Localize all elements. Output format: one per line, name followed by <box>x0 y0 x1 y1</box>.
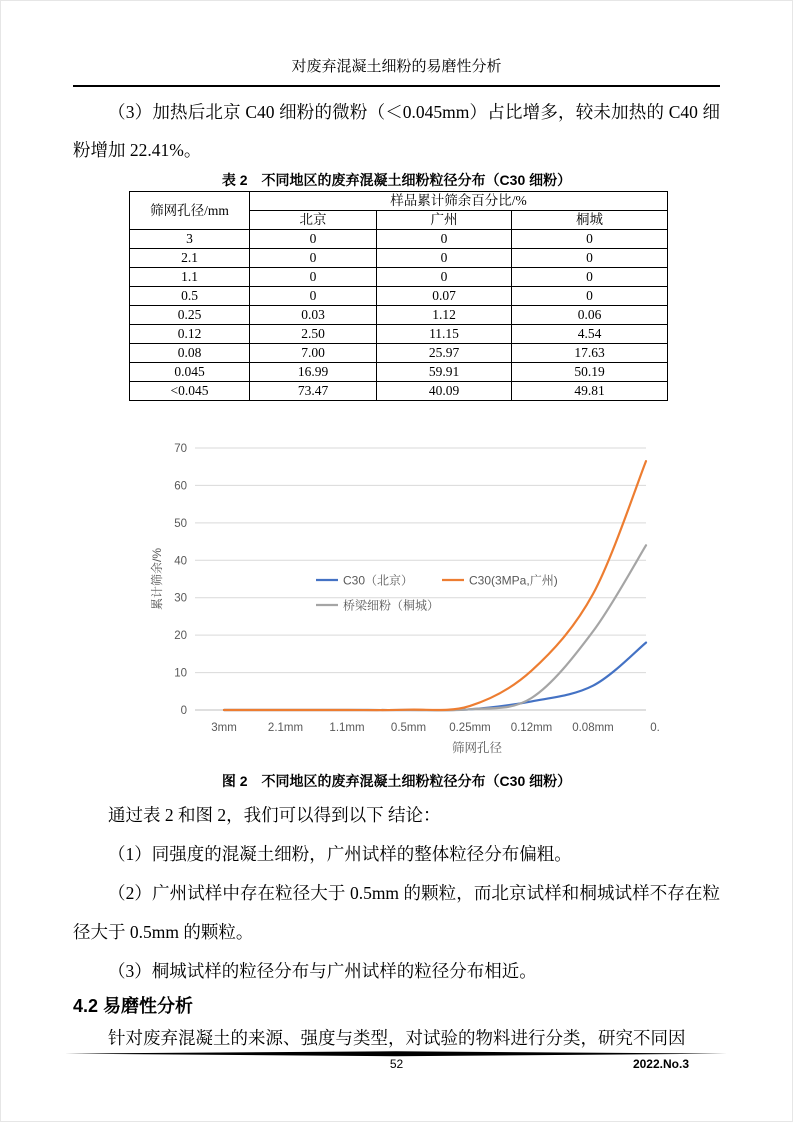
table-subheader-guangzhou: 广州 <box>377 211 512 230</box>
table-cell: 1.1 <box>130 268 250 287</box>
table-row <box>130 363 668 382</box>
table-row <box>130 306 668 325</box>
x-tick-label: 0.12mm <box>510 722 553 734</box>
table-row <box>130 382 668 401</box>
table-cell: 0 <box>512 230 668 249</box>
figure-caption: 图 2 不同地区的废弃混凝土细粉粒径分布（C30 细粉） <box>221 773 572 789</box>
paragraph-grindability-intro: 针对废弃混凝土的来源、强度与类型，对试验的物料进行分类，研究不同因 <box>108 1028 686 1048</box>
table-cell: 0.08 <box>130 344 250 363</box>
table-cell: 1.12 <box>377 306 512 325</box>
table-cell: 25.97 <box>377 344 512 363</box>
table-cell: 73.47 <box>250 382 377 401</box>
table-cell: 50.19 <box>512 363 668 382</box>
page-number: 52 <box>389 1057 404 1071</box>
table-header-span: 样品累计筛余百分比/% <box>250 192 668 211</box>
y-tick-label: 10 <box>174 667 187 680</box>
section-heading-4-2: 4.2 易磨性分析 <box>73 996 194 1016</box>
table-subheader-tongcheng: 桐城 <box>512 211 668 230</box>
y-tick-label: 20 <box>174 630 187 643</box>
table-cell: 49.81 <box>512 382 668 401</box>
table-cell: 0 <box>377 268 512 287</box>
table-cell: 40.09 <box>377 382 512 401</box>
table-cell: 3 <box>130 230 250 249</box>
x-tick-label: 2.1mm <box>267 722 304 734</box>
table-cell: 17.63 <box>512 344 668 363</box>
table-cell: 0 <box>512 268 668 287</box>
legend-label: C30(3MPa,广州) <box>469 573 558 588</box>
table-cell: <0.045 <box>130 382 250 401</box>
table-cell: 0.07 <box>377 287 512 306</box>
table-cell: 0 <box>250 249 377 268</box>
table-cell: 2.1 <box>130 249 250 268</box>
table-cell: 0.5 <box>130 287 250 306</box>
issue-number: 2022.No.3 <box>632 1057 689 1071</box>
table-cell: 0 <box>377 230 512 249</box>
figure-2-line-chart <box>149 433 720 768</box>
table-cell: 2.50 <box>250 325 377 344</box>
paragraph-conclusion-1: （1）同强度的混凝土细粉，广州试样的整体粒径分布偏粗。 <box>108 844 572 864</box>
legend-label: 桥梁细粉（桐城） <box>343 598 440 613</box>
table-row <box>130 230 668 249</box>
paragraph-conclusion-3: （3）桐城试样的粒径分布与广州试样的粒径分布相近。 <box>108 961 537 981</box>
x-tick-label: 0.5mm <box>390 722 427 734</box>
table-row <box>130 268 668 287</box>
y-tick-label: 60 <box>174 480 187 493</box>
y-tick-label: 0 <box>180 705 187 717</box>
series-line-0 <box>224 643 646 711</box>
x-tick-label: 1.1mm <box>329 722 365 734</box>
table-cell: 0 <box>250 268 377 287</box>
y-tick-label: 70 <box>174 443 187 455</box>
table-subheader-beijing: 北京 <box>250 211 377 230</box>
y-tick-label: 40 <box>174 555 187 568</box>
table-row <box>130 287 668 306</box>
table-cell: 7.00 <box>250 344 377 363</box>
x-axis-title: 筛网孔径 <box>451 741 503 755</box>
running-header <box>73 57 720 87</box>
table-cell: 0 <box>377 249 512 268</box>
table-cell: 59.91 <box>377 363 512 382</box>
table-cell: 0 <box>250 287 377 306</box>
table-header-sieve-size: 筛网孔径/mm <box>130 192 250 230</box>
y-tick-label: 30 <box>174 592 187 605</box>
gridlines <box>195 448 646 710</box>
table-cell: 0.045 <box>130 363 250 382</box>
table-header-row <box>130 192 668 211</box>
chart-legend <box>316 573 558 613</box>
table-cell: 0.25 <box>130 306 250 325</box>
legend-label: C30（北京） <box>343 573 414 588</box>
paragraph-conclusion-intro: 通过表 2 和图 2，我们可以得到以下 结论： <box>108 805 441 825</box>
paragraph-c40-heated: （3）加热后北京 C40 细粉的微粉（＜0.045mm）占比增多，较未加热的 C40 细粉增加 22.41%。 <box>73 102 720 160</box>
table-caption: 表 2 不同地区的废弃混凝土细粉粒径分布（C30 细粉） <box>221 172 572 188</box>
table-cell: 0.06 <box>512 306 668 325</box>
table-cell: 4.54 <box>512 325 668 344</box>
table-cell: 0 <box>512 287 668 306</box>
table-row <box>130 249 668 268</box>
table-row <box>130 325 668 344</box>
y-axis-title: 累计筛余/% <box>150 547 164 611</box>
x-tick-label: 3mm <box>211 722 237 734</box>
table-cell: 0.12 <box>130 325 250 344</box>
x-tick-label: 0.08mm <box>572 722 614 734</box>
series-line-2 <box>224 545 646 710</box>
table-cell: 11.15 <box>377 325 512 344</box>
table-cell: 16.99 <box>250 363 377 382</box>
particle-size-table <box>129 191 668 401</box>
y-tick-label: 50 <box>174 517 187 530</box>
table-cell: 0 <box>250 230 377 249</box>
running-header-title: 对废弃混凝土细粉的易磨性分析 <box>291 59 502 75</box>
table-cell: 0.03 <box>250 306 377 325</box>
table-cell: 0 <box>512 249 668 268</box>
x-tick-label: 0.25mm <box>449 722 491 734</box>
chart-canvas <box>149 433 661 768</box>
paragraph-conclusion-2: （2）广州试样中存在粒径大于 0.5mm 的颗粒，而北京试样和桐城试样不存在粒径大于 0.5mm 的颗粒。 <box>73 883 720 942</box>
x-tick-label: 0. <box>650 722 660 734</box>
table-row <box>130 344 668 363</box>
